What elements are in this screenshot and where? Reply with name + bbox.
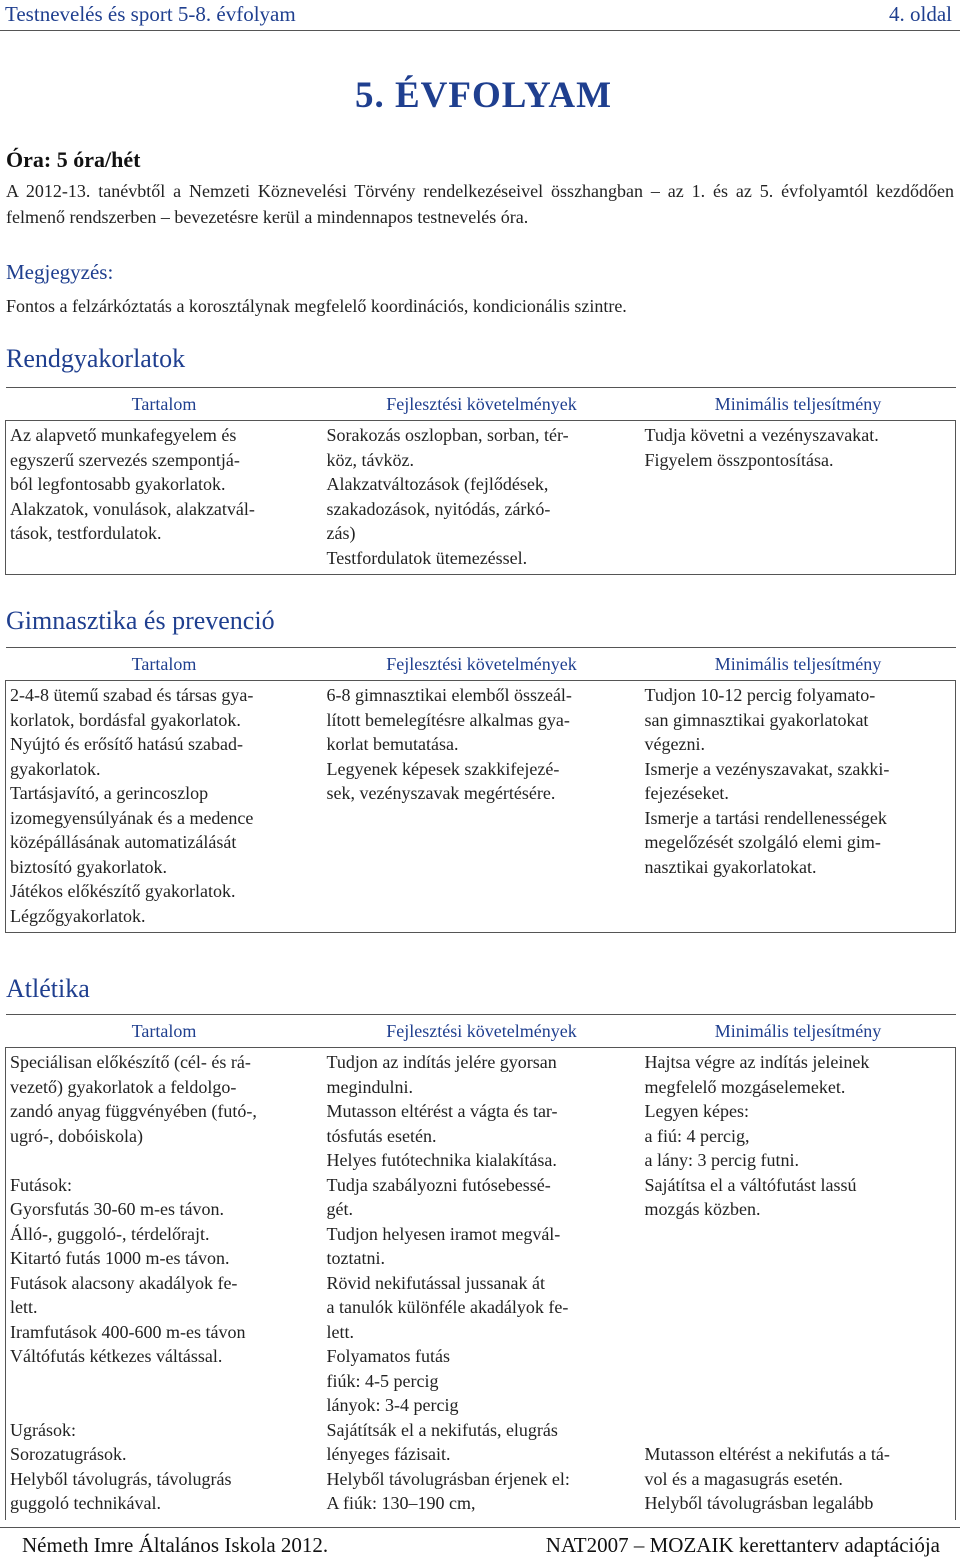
cell-fejlesztesi	[323, 1048, 641, 1520]
cell-line: 6-8 gimnasztikai elemből összeál-	[326, 685, 572, 705]
section-title-rendgyakorlatok: Rendgyakorlatok	[6, 344, 186, 373]
table-row	[6, 681, 956, 933]
footer-rule	[0, 1527, 960, 1528]
cell-line: lett.	[326, 1321, 354, 1342]
table-header-row	[6, 388, 956, 421]
table-rendgyakorlatok	[5, 387, 956, 575]
cell-line: A fiúk: 130–190 cm,	[326, 1493, 476, 1513]
weekly-hours: Óra: 5 óra/hét	[6, 147, 141, 172]
col-header-fejlesztesi: Fejlesztési követelmények	[323, 648, 641, 681]
cell-line: tások, testfordulatok.	[10, 523, 162, 543]
header-rule	[0, 30, 960, 31]
cell-line: Az alapvető munkafegyelem és	[10, 425, 237, 445]
cell-line: Ugrások:	[10, 1419, 76, 1440]
cell-line: Ismerje a vezényszavakat, szakki-	[644, 758, 890, 779]
cell-line: megfelelő mozgáselemeket.	[644, 1076, 846, 1097]
cell-line: nasztikai gyakorlatokat.	[644, 856, 817, 877]
cell-tartalom	[6, 421, 323, 575]
page-number: 4. oldal	[889, 2, 952, 26]
table-atletika	[5, 1014, 956, 1520]
cell-line	[10, 1369, 323, 1394]
cell-line: megelőzését szolgáló elemi gim-	[644, 832, 881, 852]
table-gimnasztika	[5, 647, 956, 933]
cell-line: Legyenek képesek szakkifejezé-	[326, 758, 560, 779]
cell-line: Helyből távolugrásban érjenek el:	[326, 1468, 570, 1489]
cell-tartalom	[6, 1048, 323, 1520]
cell-line: Rövid nekifutással jussanak át	[326, 1272, 545, 1293]
cell-line: Tudjon 10-12 percig folyamato-	[644, 685, 876, 705]
cell-line	[645, 1320, 956, 1345]
col-header-fejlesztesi: Fejlesztési követelmények	[323, 1015, 641, 1048]
cell-line	[645, 1295, 956, 1320]
cell-line: Figyelem összpontosítása.	[644, 449, 834, 470]
cell-line: Hajtsa végre az indítás jeleinek	[644, 1052, 870, 1072]
cell-line: lányok: 3-4 percig	[326, 1395, 459, 1415]
cell-fejlesztesi	[323, 681, 641, 933]
cell-line	[645, 1246, 956, 1271]
cell-line: Tudja követni a vezényszavakat.	[644, 425, 879, 445]
cell-line: Játékos előkészítő gyakorlatok.	[10, 881, 236, 901]
cell-line: a lány: 3 percig futni.	[644, 1150, 799, 1170]
cell-line: a tanulók különféle akadályok fe-	[326, 1297, 569, 1317]
table-header-row	[6, 1015, 956, 1048]
cell-line: Mutasson eltérést a vágta és tar-	[326, 1101, 558, 1121]
cell-line: Speciálisan előkészítő (cél- és rá-	[10, 1052, 251, 1072]
cell-line: guggoló technikával.	[10, 1493, 161, 1513]
cell-line: lényeges fázisait.	[326, 1444, 451, 1464]
cell-line: Futások:	[10, 1174, 73, 1195]
cell-minimalis	[641, 421, 956, 575]
cell-line: Helyes futótechnika kialakítása.	[326, 1150, 557, 1170]
cell-line: egyszerű szervezés szempontjá-	[10, 449, 240, 470]
cell-tartalom	[6, 681, 323, 933]
table-row	[6, 421, 956, 575]
col-header-fejlesztesi: Fejlesztési követelmények	[323, 388, 641, 421]
note-heading: Megjegyzés:	[6, 260, 114, 284]
page-footer	[0, 1527, 960, 1561]
cell-line: középállásának automatizálását	[10, 832, 237, 852]
cell-line	[645, 1393, 956, 1418]
cell-line	[10, 1393, 323, 1418]
cell-line: Alakzatváltozások (fejlődések,	[326, 474, 549, 494]
col-header-tartalom: Tartalom	[6, 388, 323, 421]
cell-line: korlat bemutatása.	[326, 734, 459, 754]
table-row	[6, 1048, 956, 1520]
cell-line	[645, 1344, 956, 1369]
cell-line: lított bemelegítésre alkalmas gya-	[326, 709, 570, 730]
cell-line: sek, vezényszavak megértésére.	[326, 783, 556, 803]
cell-line: vol és a magasugrás esetén.	[644, 1468, 843, 1489]
cell-line: Nyújtó és erősítő hatású szabad-	[10, 734, 243, 754]
cell-line: Folyamatos futás	[326, 1346, 450, 1366]
note-text: Fontos a felzárkóztatás a korosztálynak megfelelő koordinációs, kondicionális szintre.	[6, 296, 627, 316]
cell-line: Legyen képes:	[644, 1101, 749, 1121]
cell-line: tósfutás esetén.	[326, 1125, 437, 1146]
cell-line	[645, 1222, 956, 1247]
cell-line: vezető) gyakorlatok a feldolgo-	[10, 1076, 237, 1097]
section-title-gimnasztika: Gimnasztika és prevenció	[6, 606, 275, 635]
cell-line: Sajátítsák el a nekifutás, elugrás	[326, 1419, 558, 1440]
cell-line: Álló-, guggoló-, térdelőrajt.	[10, 1223, 210, 1244]
cell-line: Kitartó futás 1000 m-es távon.	[10, 1248, 230, 1268]
cell-line: mozgás közben.	[644, 1199, 761, 1219]
cell-line: Légzőgyakorlatok.	[10, 905, 146, 926]
cell-line: Helyből távolugrásban legalább	[644, 1493, 874, 1513]
cell-minimalis	[641, 681, 956, 933]
cell-line: szakadozások, nyitódás, zárkó-	[326, 498, 551, 519]
cell-line: Ismerje a tartási rendellenességek	[644, 807, 887, 828]
cell-line: san gimnasztikai gyakorlatokat	[644, 709, 869, 730]
cell-line: korlatok, bordásfal gyakorlatok.	[10, 709, 241, 730]
cell-line: Helyből távolugrás, távolugrás	[10, 1468, 232, 1489]
cell-line: Futások alacsony akadályok fe-	[10, 1272, 238, 1293]
cell-line: zandó anyag függvényében (futó-,	[10, 1101, 257, 1121]
cell-line	[645, 1271, 956, 1296]
cell-line: ugró-, dobóiskola)	[10, 1125, 143, 1146]
intro-paragraph: A 2012-13. tanévbtől a Nemzeti Köznevelési Törvény rendelkezéseivel összhangban – az 1. és az 5. évfolyamtól kezdődően felmenő rendszerben – bevezetésre kerül a mindennapos testnevelés óra.	[6, 181, 954, 227]
cell-line: gyakorlatok.	[10, 758, 101, 779]
cell-line: Mutasson eltérést a nekifutás a tá-	[644, 1444, 890, 1464]
table-header-row	[6, 648, 956, 681]
cell-line: toztatni.	[326, 1248, 385, 1268]
cell-fejlesztesi	[323, 421, 641, 575]
cell-line: fiúk: 4-5 percig	[326, 1370, 439, 1391]
col-header-minimalis: Minimális teljesítmény	[641, 1015, 956, 1048]
cell-line: ból legfontosabb gyakorlatok.	[10, 474, 226, 494]
col-header-minimalis: Minimális teljesítmény	[641, 388, 956, 421]
cell-line: Tudjon az indítás jelére gyorsan	[326, 1052, 557, 1072]
cell-line: izomegyensúlyának és a medence	[10, 807, 254, 828]
cell-line: végezni.	[644, 734, 705, 754]
cell-line: zás)	[326, 523, 356, 543]
cell-line: köz, távköz.	[326, 449, 414, 470]
cell-line: lett.	[10, 1297, 38, 1317]
cell-line: Tartásjavító, a gerincoszlop	[10, 783, 209, 803]
col-header-tartalom: Tartalom	[6, 648, 323, 681]
cell-line: Iramfutások 400-600 m-es távon	[10, 1321, 246, 1342]
cell-line: Sorozatugrások.	[10, 1444, 127, 1464]
section-title-atletika: Atlétika	[6, 974, 90, 1003]
cell-line: gét.	[326, 1199, 353, 1219]
document-title: Testnevelés és sport 5-8. évfolyam	[5, 2, 296, 26]
cell-line: Alakzatok, vonulások, alakzatvál-	[10, 498, 255, 519]
page-header	[0, 0, 960, 30]
cell-line: Váltófutás kétkezes váltással.	[10, 1346, 223, 1366]
grade-title: 5. ÉVFOLYAM	[355, 75, 613, 116]
cell-line	[645, 1418, 956, 1443]
cell-line: a fiú: 4 percig,	[644, 1125, 750, 1146]
cell-line: biztosító gyakorlatok.	[10, 856, 167, 877]
footer-school: Németh Imre Általános Iskola 2012.	[22, 1533, 329, 1557]
cell-line: Testfordulatok ütemezéssel.	[326, 547, 528, 568]
cell-line	[10, 1148, 323, 1173]
col-header-minimalis: Minimális teljesítmény	[641, 648, 956, 681]
cell-line: Tudjon helyesen iramot megvál-	[326, 1223, 561, 1244]
cell-line: Gyorsfutás 30-60 m-es távon.	[10, 1199, 224, 1219]
footer-source: NAT2007 – MOZAIK kerettanterv adaptációja	[545, 1533, 940, 1557]
cell-line: Sajátítsa el a váltófutást lassú	[644, 1174, 857, 1195]
cell-line: 2-4-8 ütemű szabad és társas gya-	[10, 685, 254, 705]
col-header-tartalom: Tartalom	[6, 1015, 323, 1048]
cell-line: Tudja szabályozni futósebessé-	[326, 1174, 551, 1195]
cell-line: Sorakozás oszlopban, sorban, tér-	[326, 425, 569, 445]
cell-line	[645, 1369, 956, 1394]
cell-line: fejezéseket.	[644, 783, 729, 803]
cell-line: megindulni.	[326, 1076, 413, 1097]
cell-minimalis	[641, 1048, 956, 1520]
